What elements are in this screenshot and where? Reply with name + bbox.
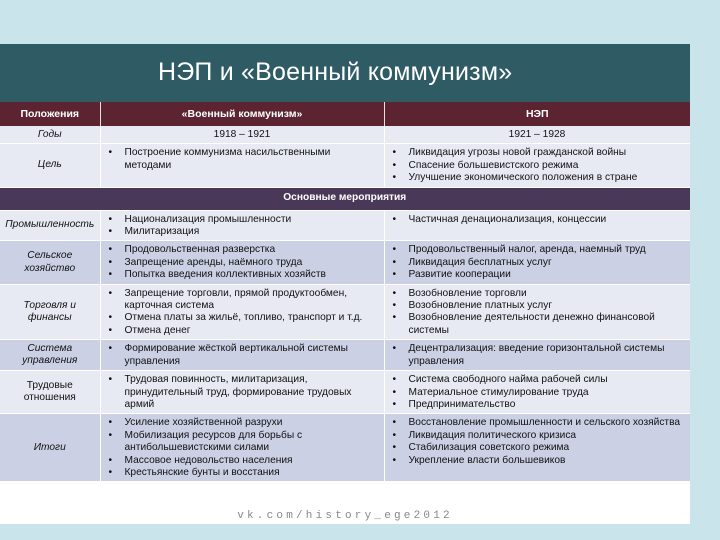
list-item: • Крестьянские бунты и восстания xyxy=(125,467,380,479)
labor-wc xyxy=(100,371,384,414)
goal-nep xyxy=(384,144,690,187)
list-item: • Ликвидация угрозы новой гражданской войны xyxy=(409,147,686,159)
industry-nep xyxy=(384,210,690,241)
bullet-list xyxy=(105,374,380,411)
table-header-row xyxy=(0,102,690,126)
bullet-list xyxy=(105,288,380,338)
bullet-list xyxy=(389,288,686,338)
list-item: • Система свободного найма рабочей силы xyxy=(409,374,686,386)
row-label-years: Годы xyxy=(0,126,100,144)
row-label-governance: Система управления xyxy=(0,340,100,371)
list-item: • Формирование жёсткой вертикальной системы управления xyxy=(125,343,380,368)
results-nep xyxy=(384,414,690,482)
years-nep: 1921 – 1928 xyxy=(384,126,690,144)
list-item: • Ликвидация политического кризиса xyxy=(409,430,686,442)
table-row-labor xyxy=(0,371,690,414)
slide xyxy=(0,44,690,524)
bullet-list xyxy=(105,147,380,172)
bullet-list xyxy=(105,417,380,479)
agriculture-wc xyxy=(100,241,384,284)
table-row-goal xyxy=(0,144,690,187)
years-wc: 1918 – 1921 xyxy=(100,126,384,144)
list-item: • Укрепление власти большевиков xyxy=(409,455,686,467)
bullet-list xyxy=(105,214,380,239)
row-label-industry: Промышленность xyxy=(0,210,100,241)
goal-wc xyxy=(100,144,384,187)
agriculture-nep xyxy=(384,241,690,284)
list-item: • Милитаризация xyxy=(125,226,380,238)
labor-nep xyxy=(384,371,690,414)
list-item: • Возобновление деятельности денежно финансовой системы xyxy=(409,312,686,337)
list-item: • Запрещение аренды, наёмного труда xyxy=(125,257,380,269)
list-item: • Запрещение торговли, прямой продуктообмен, карточная система xyxy=(125,288,380,313)
bullet-list xyxy=(389,343,686,368)
section-row xyxy=(0,187,690,210)
footer-watermark: vk.com/history_ege2012 xyxy=(237,510,453,522)
list-item: • Возобновление платных услуг xyxy=(409,300,686,312)
list-item: • Мобилизация ресурсов для борьбы с антибольшевистскими силами xyxy=(125,430,380,455)
list-item: • Улучшение экономического положения в стране xyxy=(409,172,686,184)
list-item: • Продовольственная разверстка xyxy=(125,244,380,256)
row-label-agriculture: Сельское хозяйство xyxy=(0,241,100,284)
list-item: • Децентрализация: введение горизонтальной системы управления xyxy=(409,343,686,368)
row-label-goal: Цель xyxy=(0,144,100,187)
list-item: • Усиление хозяйственной разрухи xyxy=(125,417,380,429)
list-item: • Развитие кооперации xyxy=(409,269,686,281)
list-item: • Возобновление торговли xyxy=(409,288,686,300)
header-nep: НЭП xyxy=(384,102,690,126)
bullet-list xyxy=(389,244,686,281)
list-item: • Трудовая повинность, милитаризация, принудительный труд, формирование трудовых армий xyxy=(125,374,380,411)
row-label-labor: Трудовые отношения xyxy=(0,371,100,414)
table-row-trade xyxy=(0,284,690,340)
list-item: • Построение коммунизма насильственными методами xyxy=(125,147,380,172)
list-item: • Попытка введения коллективных хозяйств xyxy=(125,269,380,281)
row-label-results: Итоги xyxy=(0,414,100,482)
governance-nep xyxy=(384,340,690,371)
trade-wc xyxy=(100,284,384,340)
list-item: • Спасение большевистского режима xyxy=(409,160,686,172)
list-item: • Восстановление промышленности и сельского хозяйства xyxy=(409,417,686,429)
results-wc xyxy=(100,414,384,482)
list-item: • Национализация промышленности xyxy=(125,214,380,226)
header-war-communism: «Военный коммунизм» xyxy=(100,102,384,126)
bullet-list xyxy=(389,374,686,411)
bullet-list xyxy=(105,244,380,281)
list-item: • Продовольственный налог, аренда, наемный труд xyxy=(409,244,686,256)
section-title: Основные мероприятия xyxy=(0,187,690,210)
governance-wc xyxy=(100,340,384,371)
list-item: • Стабилизация советского режима xyxy=(409,442,686,454)
table-row-agriculture xyxy=(0,241,690,284)
list-item: • Массовое недовольство населения xyxy=(125,455,380,467)
comparison-table xyxy=(0,102,690,482)
list-item: • Частичная денационализация, концессии xyxy=(409,214,686,226)
table-row-results xyxy=(0,414,690,482)
bullet-list xyxy=(389,214,686,226)
header-positions: Положения xyxy=(0,102,100,126)
table-row-governance xyxy=(0,340,690,371)
title-bar xyxy=(0,44,690,102)
table-row-industry xyxy=(0,210,690,241)
list-item: • Ликвидация бесплатных услуг xyxy=(409,257,686,269)
row-label-trade: Торговля и финансы xyxy=(0,284,100,340)
list-item: • Отмена платы за жильё, топливо, транспорт и т.д. xyxy=(125,312,380,324)
bullet-list xyxy=(389,147,686,184)
list-item: • Материальное стимулирование труда xyxy=(409,387,686,399)
trade-nep xyxy=(384,284,690,340)
list-item: • Отмена денег xyxy=(125,325,380,337)
bullet-list xyxy=(105,343,380,368)
list-item: • Предпринимательство xyxy=(409,399,686,411)
bullet-list xyxy=(389,417,686,467)
industry-wc xyxy=(100,210,384,241)
slide-title: НЭП и «Военный коммунизм» xyxy=(158,58,513,86)
table-row-years xyxy=(0,126,690,144)
